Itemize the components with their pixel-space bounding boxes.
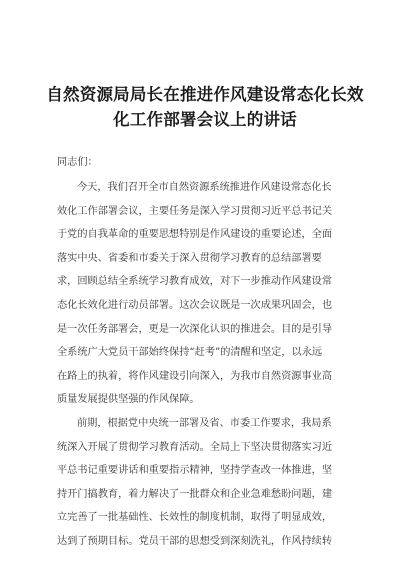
paragraph-line: 在路上的执着，将作风建设引向深入，为我市自然资源事业高 — [57, 370, 333, 382]
salutation: 同志们： — [57, 157, 98, 168]
title-line: 化工作部署会议上的讲话 — [113, 110, 297, 129]
paragraph-line: 平总书记重要讲话和重要指示精神，坚持学查改一体推进，坚 — [57, 465, 333, 477]
paragraph-line: 求，回顾总结全系统学习教育成效，对下一步推动作风建设常 — [57, 276, 333, 288]
paragraph-line: 效化工作部署会议，主要任务是深入学习贯彻习近平总书记关 — [57, 205, 333, 217]
paragraph-line: 立完善了一批基础性、长效性的制度机制，取得了明显成效， — [57, 512, 333, 524]
document-body — [57, 150, 353, 554]
paragraph-2 — [57, 412, 353, 554]
paragraph-line: 落实中央、省委和市委关于深入贯彻学习教育的总结部署要 — [57, 252, 322, 264]
paragraph-line: 质量发展提供坚强的作风保障。 — [57, 394, 200, 406]
paragraph-line: 前期，根据党中央统一部署及省、市委工作要求，我局系 — [77, 417, 332, 429]
paragraph-line: 是一次任务部署会，更是一次深化认识的推进会。目的是引导 — [57, 323, 333, 335]
paragraph-line: 达到了预期目标。党员干部的思想受到深刻洗礼，作风持续转 — [57, 535, 333, 547]
paragraph-line: 持开门搞教育，着力解决了一批群众和企业急难愁盼问题，建 — [57, 488, 333, 500]
paragraph-line: 于党的自我革命的重要思想特别是作风建设的重要论述，全面 — [57, 229, 333, 241]
paragraph-line: 统深入开展了贯彻学习教育活动。全局上下坚决贯彻落实习近 — [57, 441, 333, 453]
title-line: 自然资源局局长在推进作风建设常态化长效 — [46, 85, 364, 104]
paragraph-line: 态化长效化进行动员部署。这次会议既是一次成果巩固会，也 — [57, 299, 333, 311]
paragraph-line: 今天，我们召开全市自然资源系统推进作风建设常态化长 — [77, 182, 332, 193]
paragraph-line: 全系统广大党员干部始终保持“赶考”的清醒和坚定，以永远 — [57, 347, 323, 359]
paragraph-1 — [57, 176, 353, 412]
document-title — [30, 82, 380, 132]
